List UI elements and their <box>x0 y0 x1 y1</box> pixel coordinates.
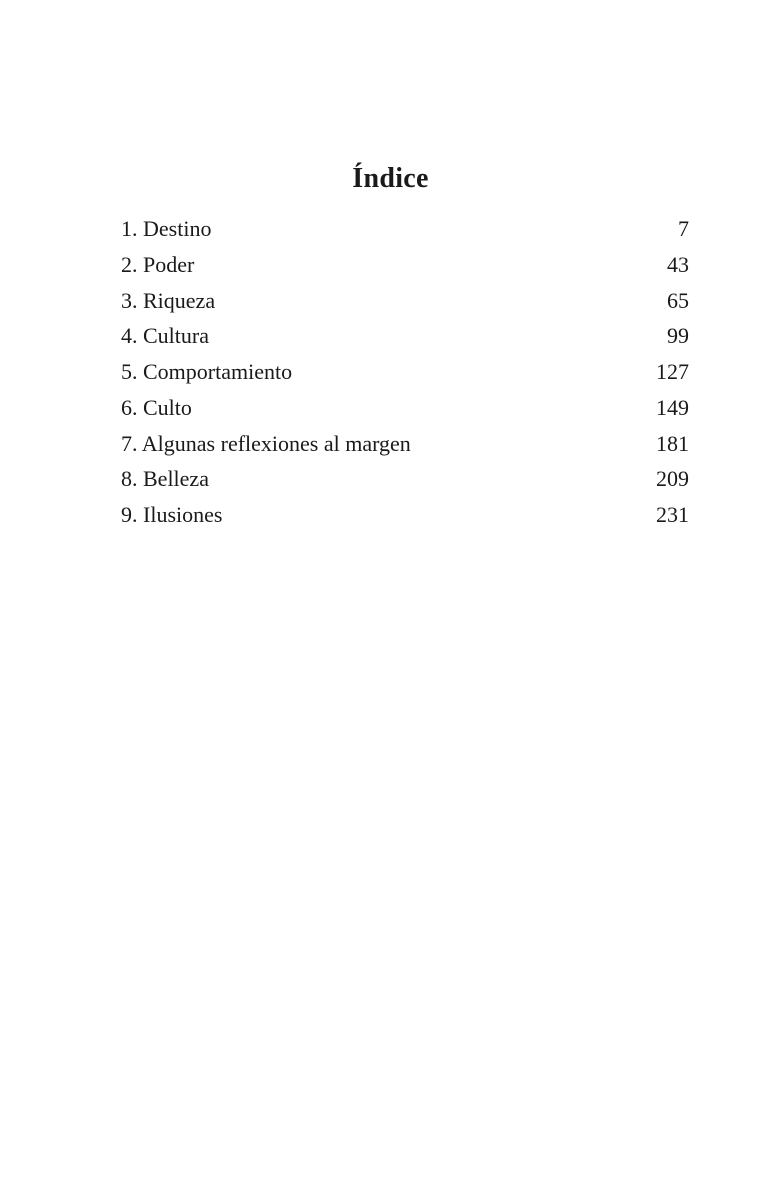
toc-entry <box>121 390 689 426</box>
toc-entry-page-number: 231 <box>656 502 689 527</box>
toc-entry-page-number: 99 <box>667 323 689 349</box>
toc-entry-page-number: 43 <box>667 251 689 277</box>
toc-entry-label: 6. Culto <box>121 394 192 420</box>
toc-entry <box>121 318 689 354</box>
page-title: Índice <box>352 162 429 194</box>
toc-entry-page-number: 127 <box>656 359 689 384</box>
toc-entry-label: 2. Poder <box>121 251 195 277</box>
toc-entry-label: 7. Algunas reflexiones al margen <box>121 430 411 456</box>
toc-entry-page-number: 181 <box>656 430 689 456</box>
toc-entry-page-number: 65 <box>667 287 689 313</box>
toc-entry-label: 4. Cultura <box>121 323 209 349</box>
table-of-contents <box>121 211 689 533</box>
toc-entry-label: 1. Destino <box>121 216 212 241</box>
toc-entry-page-number: 209 <box>656 466 689 492</box>
toc-entry-label: 3. Riqueza <box>121 287 216 313</box>
toc-entry-label: 9. Ilusiones <box>121 502 223 527</box>
toc-entry <box>121 461 689 497</box>
toc-entry <box>121 247 689 283</box>
toc-entry-page-number: 149 <box>656 394 689 420</box>
toc-entry <box>121 354 689 390</box>
toc-entry-label: 8. Belleza <box>121 466 209 492</box>
toc-entry <box>121 211 689 247</box>
toc-entry-page-number: 7 <box>678 216 689 241</box>
toc-entry <box>121 426 689 462</box>
toc-entry <box>121 283 689 319</box>
toc-entry <box>121 497 689 533</box>
toc-entry-label: 5. Comportamiento <box>121 359 293 384</box>
